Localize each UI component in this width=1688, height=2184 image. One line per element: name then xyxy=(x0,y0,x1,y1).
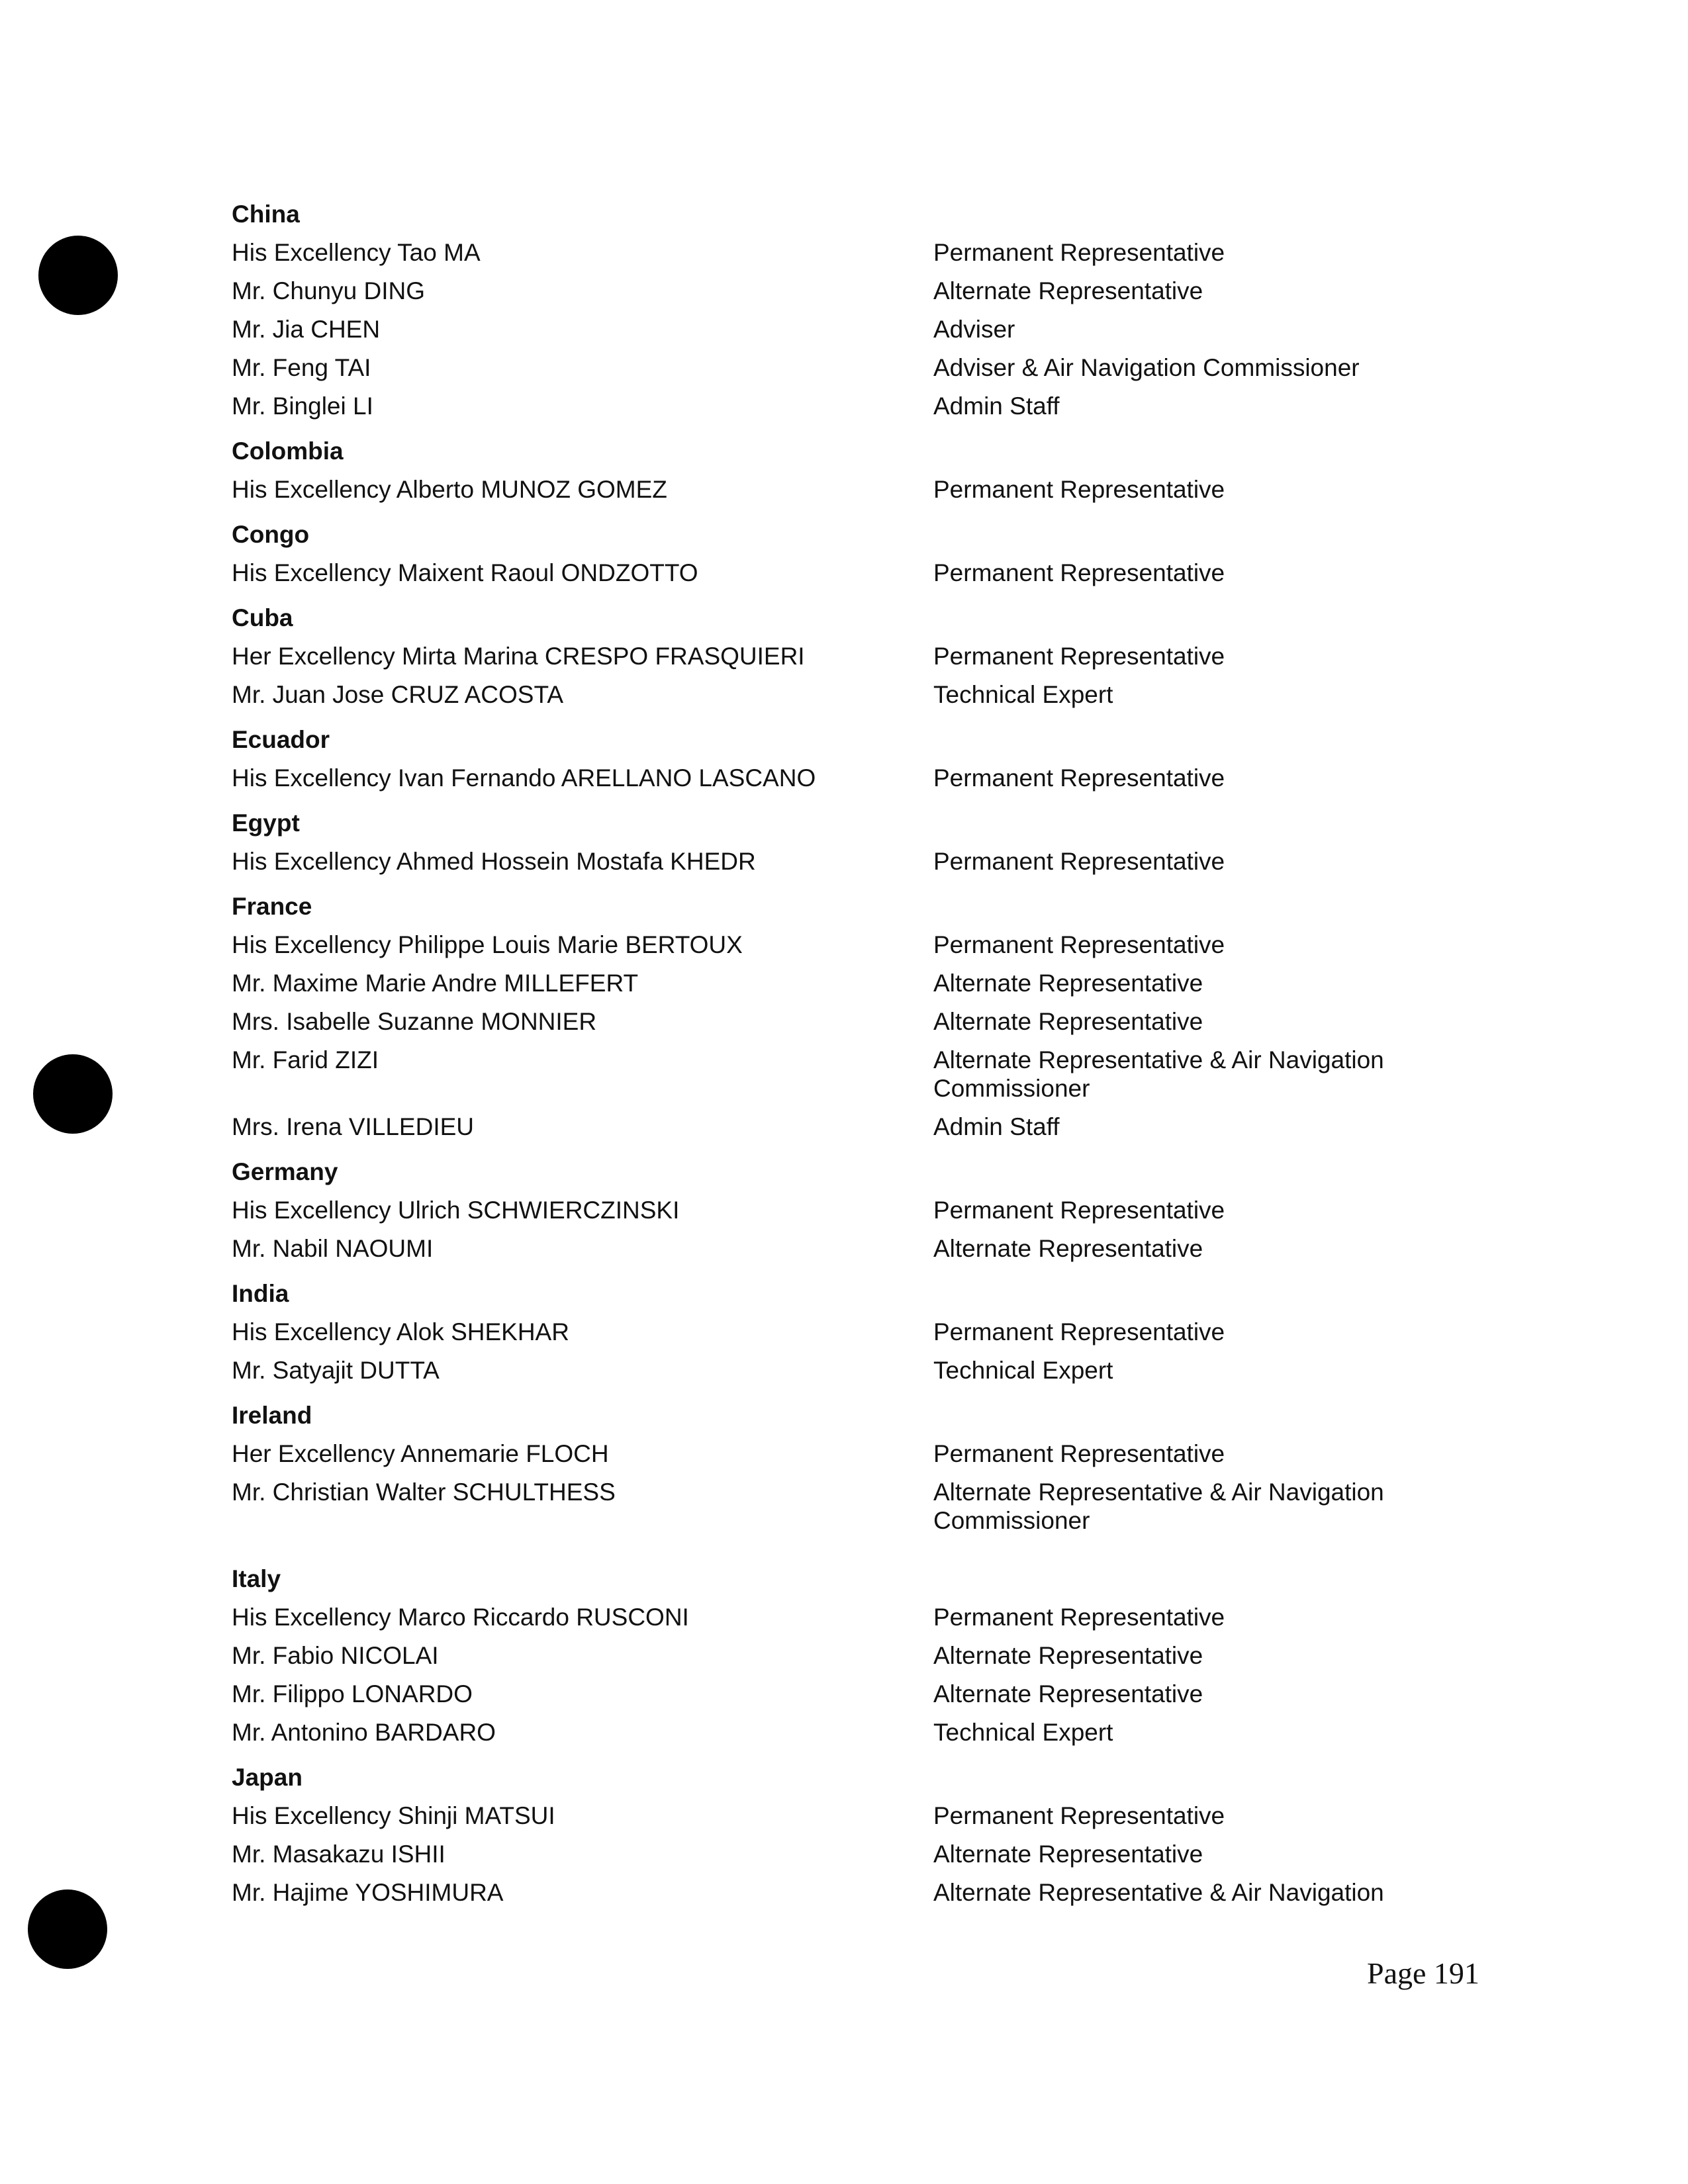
member-row xyxy=(232,1637,1456,1675)
member-role: Technical Expert xyxy=(933,681,1113,708)
member-row xyxy=(232,1675,1456,1713)
member-name: Mrs. Irena VILLEDIEU xyxy=(232,1113,475,1140)
member-row xyxy=(232,1108,1456,1146)
member-row xyxy=(232,964,1456,1003)
country-heading: Egypt xyxy=(232,809,300,837)
member-role: Alternate Representative xyxy=(933,1008,1203,1035)
member-role: Permanent Representative xyxy=(933,764,1225,792)
country-heading: Japan xyxy=(232,1764,303,1791)
member-name: Mr. Hajime YOSHIMURA xyxy=(232,1879,504,1906)
member-role: Alternate Representative & Air Navigation xyxy=(933,1879,1384,1906)
member-role: Alternate Representative & Air Navigation Commissioner xyxy=(933,1479,1384,1534)
member-row xyxy=(232,1435,1456,1473)
member-row xyxy=(232,759,1456,797)
member-name: His Excellency Ivan Fernando ARELLANO LASCANO xyxy=(232,764,816,792)
member-row xyxy=(232,1041,1456,1108)
member-name: Her Excellency Mirta Marina CRESPO FRASQUIERI xyxy=(232,643,805,670)
country-heading: Colombia xyxy=(232,437,344,465)
punch-hole xyxy=(33,1054,113,1134)
member-name: Mr. Fabio NICOLAI xyxy=(232,1642,439,1669)
member-row xyxy=(232,1003,1456,1041)
member-role: Permanent Representative xyxy=(933,1802,1225,1829)
member-role: Alternate Representative xyxy=(933,1841,1203,1868)
member-role: Alternate Representative xyxy=(933,1235,1203,1262)
member-name: Mr. Feng TAI xyxy=(232,354,371,381)
member-row xyxy=(232,1191,1456,1230)
country-heading: Italy xyxy=(232,1565,281,1592)
punch-hole xyxy=(38,236,118,315)
member-name: Mr. Masakazu ISHII xyxy=(232,1841,445,1868)
member-name: Mr. Filippo LONARDO xyxy=(232,1680,473,1707)
member-name: Mrs. Isabelle Suzanne MONNIER xyxy=(232,1008,597,1035)
member-name: His Excellency Marco Riccardo RUSCONI xyxy=(232,1604,689,1631)
member-role: Technical Expert xyxy=(933,1357,1113,1384)
member-name: Mr. Juan Jose CRUZ ACOSTA xyxy=(232,681,563,708)
member-name: His Excellency Tao MA xyxy=(232,239,481,266)
member-role: Adviser xyxy=(933,316,1015,343)
member-role: Permanent Representative xyxy=(933,1440,1225,1467)
member-row xyxy=(232,471,1456,509)
member-role: Admin Staff xyxy=(933,1113,1060,1140)
member-row xyxy=(232,676,1456,714)
member-role: Admin Staff xyxy=(933,392,1060,420)
member-name: Mr. Nabil NAOUMI xyxy=(232,1235,434,1262)
member-role: Permanent Representative xyxy=(933,1318,1225,1345)
delegation-list xyxy=(232,195,1456,1912)
member-role: Alternate Representative xyxy=(933,970,1203,997)
country-heading: India xyxy=(232,1280,289,1307)
member-name: Mr. Maxime Marie Andre MILLEFERT xyxy=(232,970,639,997)
member-name: Mr. Christian Walter SCHULTHESS xyxy=(232,1479,616,1506)
member-role: Permanent Representative xyxy=(933,1604,1225,1631)
member-name: His Excellency Shinji MATSUI xyxy=(232,1802,555,1829)
country-heading: Ecuador xyxy=(232,726,330,753)
member-name: Mr. Jia CHEN xyxy=(232,316,381,343)
country-heading: Congo xyxy=(232,521,310,548)
member-row xyxy=(232,1473,1456,1540)
member-role: Adviser & Air Navigation Commissioner xyxy=(933,354,1360,381)
member-row xyxy=(232,1874,1456,1912)
member-row xyxy=(232,310,1456,349)
member-role: Permanent Representative xyxy=(933,476,1225,503)
member-row xyxy=(232,637,1456,676)
member-row xyxy=(232,1313,1456,1351)
member-role: Permanent Representative xyxy=(933,931,1225,958)
member-name: Mr. Satyajit DUTTA xyxy=(232,1357,440,1384)
country-heading: France xyxy=(232,893,312,920)
member-row xyxy=(232,842,1456,881)
member-row xyxy=(232,1835,1456,1874)
member-name: Mr. Binglei LI xyxy=(232,392,373,420)
country-heading: Cuba xyxy=(232,604,293,631)
member-role: Permanent Representative xyxy=(933,848,1225,875)
member-name: His Excellency Ulrich SCHWIERCZINSKI xyxy=(232,1197,680,1224)
member-row xyxy=(232,1797,1456,1835)
member-row xyxy=(232,554,1456,592)
member-role: Permanent Representative xyxy=(933,643,1225,670)
member-name: His Excellency Maixent Raoul ONDZOTTO xyxy=(232,559,698,586)
member-row xyxy=(232,926,1456,964)
member-role: Permanent Representative xyxy=(933,559,1225,586)
member-name: His Excellency Alberto MUNOZ GOMEZ xyxy=(232,476,667,503)
member-role: Technical Expert xyxy=(933,1719,1113,1746)
member-row xyxy=(232,272,1456,310)
member-role: Permanent Representative xyxy=(933,1197,1225,1224)
punch-hole xyxy=(28,1889,107,1969)
country-heading: China xyxy=(232,201,300,228)
member-row xyxy=(232,349,1456,387)
member-row xyxy=(232,1713,1456,1752)
page-number: Page 191 xyxy=(1367,1956,1479,1990)
country-heading: Germany xyxy=(232,1158,338,1185)
member-role: Permanent Representative xyxy=(933,239,1225,266)
member-row xyxy=(232,1351,1456,1390)
member-row xyxy=(232,234,1456,272)
member-name: Mr. Antonino BARDARO xyxy=(232,1719,496,1746)
country-heading: Ireland xyxy=(232,1402,312,1429)
member-name: Her Excellency Annemarie FLOCH xyxy=(232,1440,609,1467)
member-role: Alternate Representative xyxy=(933,277,1203,304)
member-role: Alternate Representative & Air Navigation Commissioner xyxy=(933,1046,1384,1102)
member-name: Mr. Farid ZIZI xyxy=(232,1046,379,1073)
member-role: Alternate Representative xyxy=(933,1642,1203,1669)
member-name: His Excellency Philippe Louis Marie BERTOUX xyxy=(232,931,743,958)
member-name: His Excellency Alok SHEKHAR xyxy=(232,1318,569,1345)
member-name: Mr. Chunyu DING xyxy=(232,277,425,304)
member-row xyxy=(232,1230,1456,1268)
member-row xyxy=(232,387,1456,426)
member-role: Alternate Representative xyxy=(933,1680,1203,1707)
member-row xyxy=(232,1598,1456,1637)
member-name: His Excellency Ahmed Hossein Mostafa KHEDR xyxy=(232,848,756,875)
